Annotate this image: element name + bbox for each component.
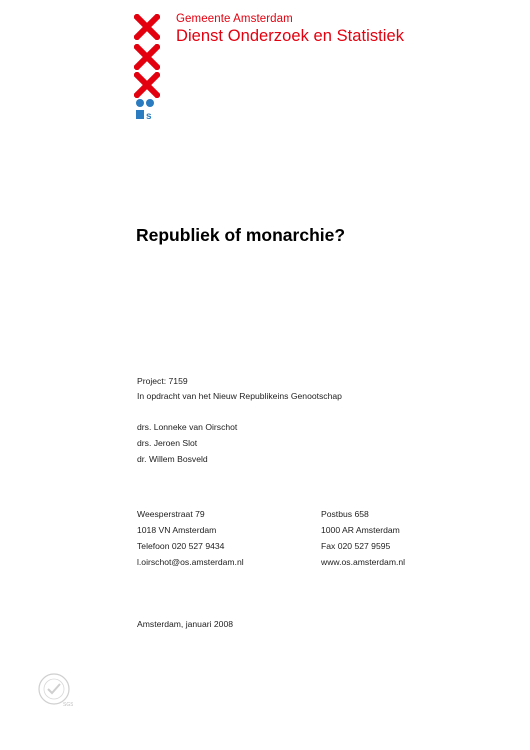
department-name: Dienst Onderzoek en Statistiek [176,27,405,45]
os-logo-icon [135,98,159,122]
project-number: Project: 7159 [137,376,188,386]
author-2: drs. Jeroen Slot [137,438,198,448]
document-title: Republiek of monarchie? [136,225,346,245]
po-box: Postbus 658 [321,509,369,519]
author-1: drs. Lonneke van Oirschot [137,422,238,432]
commissioned-by: In opdracht van het Nieuw Republikeins Genootschap [137,391,342,401]
author-3: dr. Willem Bosveld [137,454,208,464]
website-link[interactable]: www.os.amsterdam.nl [321,557,406,567]
email-address[interactable]: l.oirschot@os.amsterdam.nl [137,557,244,567]
po-box-postcode: 1000 AR Amsterdam [321,525,400,535]
municipality-name: Gemeente Amsterdam [176,13,293,25]
phone-number: Telefoon 020 527 9434 [137,541,225,551]
x-cross-icon [134,44,160,70]
x-cross-icon [134,14,160,40]
svg-text:s: s [146,111,152,122]
address-street: Weesperstraat 79 [137,509,205,519]
organization-name [176,12,404,46]
certification-seal-icon [37,672,73,708]
seal-label: SGS [63,702,73,708]
x-cross-icon [134,72,160,98]
fax-number: Fax 020 527 9595 [321,541,391,551]
place-and-date: Amsterdam, januari 2008 [137,619,234,629]
address-postcode: 1018 VN Amsterdam [137,525,217,535]
